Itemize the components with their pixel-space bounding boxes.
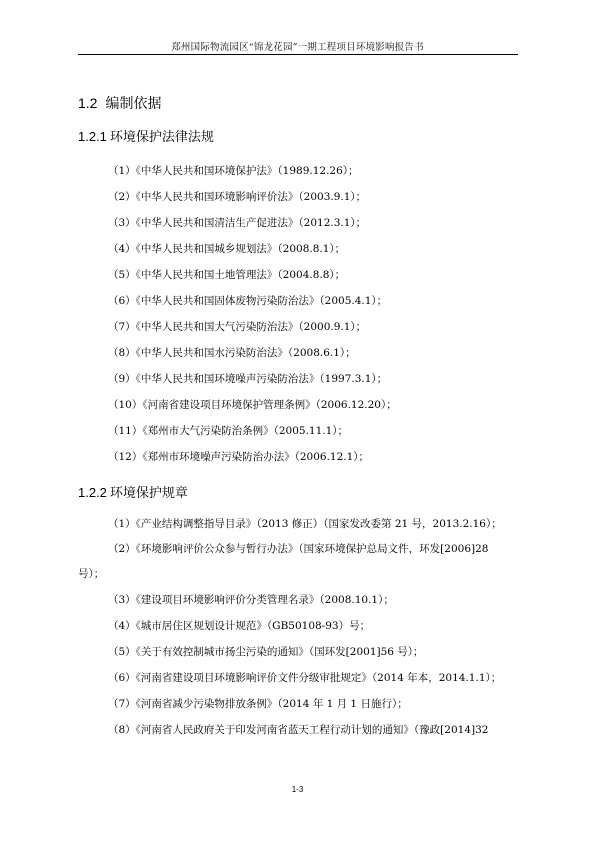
regulation-item: （3）《建设项目环境影响评价分类管理名录》（2008.10.1）； [108,594,394,606]
regulation-item: （4）《城市居住区规划设计规范》（GB50108-93）号； [108,620,371,632]
page-number: 1-3 [291,785,304,794]
law-item: （6）《中华人民共和国固体废物污染防治法》（2005.4.1）； [108,295,388,307]
law-item: （11）《郑州市大气污染防治条例》（2005.11.1）； [108,425,349,437]
section-number: 1.2 [78,95,98,111]
subsection-heading-laws [78,126,214,145]
regulation-item: （1）《产业结构调整指导目录》（2013 修正）（国家发改委第 21 号，2013.2.16）； [108,518,502,530]
subsection-title: 环境保护法律法规 [109,130,214,145]
law-item: （3）《中华人民共和国清洁生产促进法》（2012.3.1）； [108,217,367,229]
subsection-number: 1.2.2 [78,485,107,500]
regulation-item: （8）《河南省人民政府关于印发河南省蓝天工程行动计划的通知》（豫政[2014]32 [108,724,489,736]
law-item: （12）《郑州市环境噪声污染防治办法》（2006.12.1）； [108,451,370,463]
law-item: （9）《中华人民共和国环境噪声污染防治法》（1997.3.1）； [108,373,388,385]
section-title: 编制依据 [105,96,162,112]
running-header: 郑州国际物流园区“锦龙花园”一期工程项目环境影响报告书 [171,42,424,53]
subsection-number: 1.2.1 [78,129,107,144]
law-item: （5）《中华人民共和国土地管理法》（2004.8.8）； [108,269,346,281]
law-item: （2）《中华人民共和国环境影响评价法》（2003.9.1）； [108,191,367,203]
law-item: （10）《河南省建设项目环境保护管理条例》（2006.12.20）； [108,399,397,411]
subsection-heading-regulations [78,482,188,501]
law-item: （8）《中华人民共和国水污染防治法》（2008.6.1）； [108,347,356,359]
law-item: （1）《中华人民共和国环境保护法》（1989.12.26）； [108,165,359,177]
law-item: （7）《中华人民共和国大气污染防治法》（2000.9.1）； [108,321,367,333]
subsection-title: 环境保护规章 [109,486,188,501]
header-rule [78,54,518,55]
section-heading [78,93,161,113]
regulation-item: （5）《关于有效控制城市扬尘污染的通知》（国环发[2001]56 号）； [108,646,424,658]
regulation-item: （2）《环境影响评价公众参与暂行办法》（国家环境保护总局文件，环发[2006]28 号）； [78,543,489,580]
regulation-item: （7）《河南省减少污染物排放条例》（2014 年 1 月 1 日施行）； [108,698,408,710]
law-item: （4）《中华人民共和国城乡规划法》（2008.8.1）； [108,243,346,255]
regulation-item: （6）《河南省建设项目环境影响评价文件分级审批规定》（2014 年本，2014.1.1）； [108,672,502,684]
